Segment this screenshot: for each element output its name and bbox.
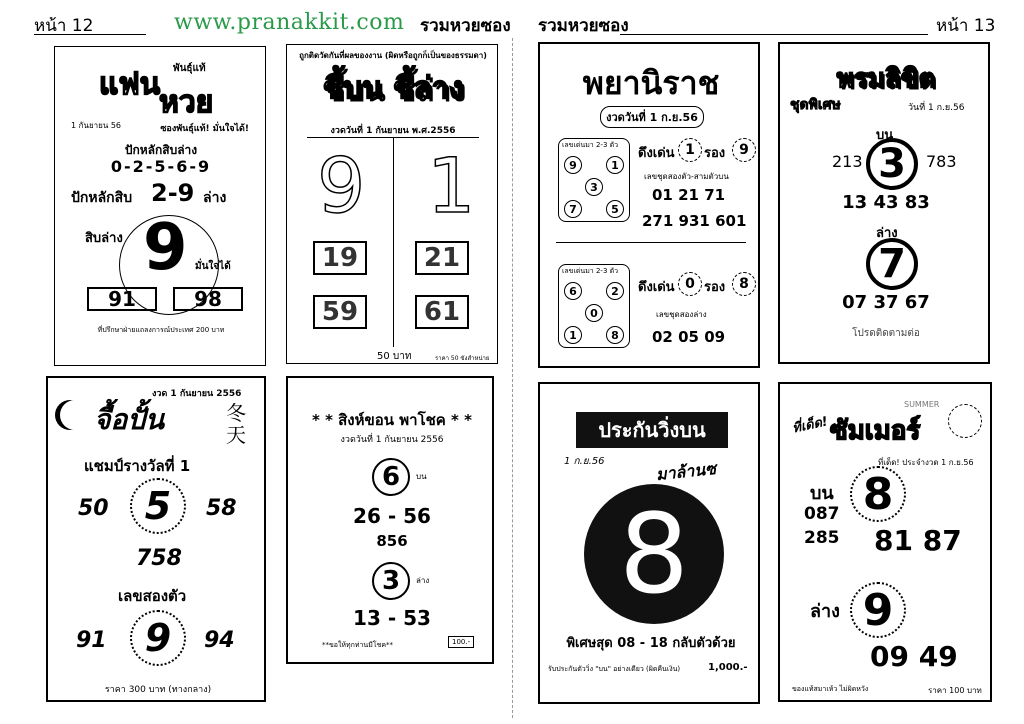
phrom-footer: โปรดติดตามต่อ: [852, 328, 920, 339]
fan-sub-label: ปักหลักสิบ: [71, 190, 133, 206]
prakan-price: 1,000.-: [708, 662, 748, 673]
phrom-date: วันที่ 1 ก.ย.56: [908, 103, 965, 113]
phaya-rong-label-1: รอง: [704, 146, 726, 161]
summer-big2: 9: [850, 582, 906, 638]
chee-date: งวดวันที่ 1 กันยายน พ.ศ.2556: [330, 126, 456, 136]
summer-left1: 087: [804, 504, 840, 524]
section-title-right: รวมหวยซอง: [538, 16, 629, 36]
fan-ten-unit-digits: 0-2-5-6-9: [110, 157, 212, 176]
phrom-big-top: 3: [866, 138, 918, 190]
phaya-rule: [556, 242, 746, 243]
phaya-date: งวดวันที่ 1 ก.ย.56: [600, 106, 704, 128]
card-fan-huay: [54, 46, 266, 366]
chee-box-top-left: 19: [313, 241, 367, 275]
jue-chinese: 冬天: [226, 401, 246, 447]
chee-box-bottom-left: 59: [313, 295, 367, 329]
phrom-big-bottom: 7: [866, 238, 918, 290]
phaya-rong1: 9: [732, 138, 756, 162]
summer-footer-left: ของแท้สมาเห้ว ไม่ผิดหวัง: [792, 685, 869, 693]
prakan-big-circle: [584, 484, 724, 624]
phaya-panel-1-label: เลขเด่นมา 2-3 ตัว: [562, 141, 619, 149]
sing-big2: 3: [372, 562, 410, 600]
summer-footer-right: ราคา 100 บาท: [928, 686, 982, 695]
phrom-bon-label: บน: [876, 128, 894, 143]
jue-date: งวด 1 กันยายน 2556: [152, 389, 242, 399]
card-phrom-likhit: [778, 42, 990, 364]
jue-left2: 91: [76, 628, 107, 653]
phrom-lang-label: ล่าง: [876, 226, 898, 241]
summer-big1: 8: [850, 466, 906, 522]
phrom-left-num: 213: [832, 152, 863, 171]
phaya-p2-c2: 2: [606, 282, 624, 300]
chee-big-right: 1: [427, 141, 476, 230]
fan-footer: ที่ปรึกษาฝ่ายแถลงการณ์ประเทศ 200 บาท: [97, 326, 225, 334]
fan-title-top: แฟน: [99, 67, 161, 102]
phrom-row2: 07 37 67: [842, 292, 930, 313]
phaya-panel-2-label: เลขเด่นมา 2-3 ตัว: [562, 267, 619, 275]
chee-divider: [393, 137, 394, 347]
phaya-p2-c4: 1: [564, 326, 582, 344]
summer-bon: บน: [810, 483, 834, 504]
phaya-lead-label-1: ดึงเด่น: [638, 146, 675, 161]
jue-center2: 9: [130, 610, 186, 666]
jue-champ: แชมป์รางวัลที่ 1: [84, 457, 191, 475]
sing-footer: **ขอให้ทุกท่านมีโชค**: [322, 641, 394, 649]
sing-row2: 13 - 53: [353, 606, 431, 630]
fan-tag2: ซองพันธุ์แท้! มั่นใจได้!: [160, 124, 249, 134]
sing-three: 856: [376, 532, 408, 550]
phaya-p1-c5: 5: [606, 200, 624, 218]
prakan-special: พิเศษสุด 08 - 18 กลับตัวด้วย: [566, 636, 736, 651]
header-rule-right: [620, 34, 928, 35]
fan-box1: 91: [87, 287, 157, 311]
phaya-p1-c1: 9: [564, 156, 582, 174]
fan-sub-digits: 2-9: [151, 179, 195, 207]
summer-date: ที่เด็ด! ประจำงวด 1 ก.ย.56: [878, 458, 974, 467]
phaya-lead1: 1: [678, 138, 702, 162]
phaya-p2-c5: 8: [606, 326, 624, 344]
jue-title: จื้อปั้น: [94, 403, 165, 436]
fan-tag1: พันธุ์แท้: [173, 63, 206, 74]
phaya-p1-c2: 1: [606, 156, 624, 174]
jue-right2: 94: [204, 628, 235, 653]
phaya-p1-c4: 7: [564, 200, 582, 218]
phaya-set-label: เลขชุดสองตัว-สามตัวบน: [644, 172, 729, 181]
phaya-title: พยานิราช: [582, 64, 720, 102]
jue-center: 5: [130, 478, 186, 534]
phaya-lead-label-2: ดึงเด่น: [638, 280, 675, 295]
phaya-set2-label: เลขชุดสองล่าง: [656, 310, 707, 319]
sun-icon: [948, 404, 982, 438]
jue-two-label: เลขสองตัว: [118, 587, 187, 605]
chee-title: ชี้บน ชี้ล่าง: [322, 71, 464, 106]
card-phayanirat: [538, 42, 760, 368]
chee-price: 50 บาท: [377, 351, 412, 362]
phaya-rong-label-2: รอง: [704, 280, 726, 295]
card-summer: [778, 382, 992, 702]
prakan-tag: มาล้านซ: [655, 458, 717, 485]
fan-big-label: สิบล่าง: [85, 231, 123, 246]
fan-ten-unit-label: ปักหลักสิบล่าง: [124, 143, 198, 157]
phaya-row2: 271 931 601: [642, 212, 747, 230]
summer-right: 81 87: [874, 524, 962, 557]
card-chee-bon-chee-lang: [286, 44, 498, 364]
jue-three: 758: [136, 546, 182, 571]
phrom-title: พรมลิขิต: [836, 64, 936, 94]
chee-top-line: ถูกติดวัดกันที่ผลของงาน (ผิดหรือถูกก็เป็นของธรรมดา): [299, 51, 487, 60]
sing-title: * * สิงห์ขอน พาโชค * *: [312, 411, 472, 429]
phaya-p2-c3: 0: [585, 304, 603, 322]
sing-lang: ล่าง: [416, 576, 430, 585]
crescent-star-icon: [60, 400, 90, 430]
card-sing-khon: [286, 376, 494, 664]
header-rule-left: [34, 34, 146, 35]
phaya-rong2: 8: [732, 272, 756, 296]
phrom-sub: ชุดพิเศษ: [790, 97, 841, 113]
phaya-p2-c1: 6: [564, 282, 582, 300]
chee-box-top-right: 21: [415, 241, 469, 275]
sing-row1: 26 - 56: [353, 504, 431, 528]
sing-price: 100.-: [448, 636, 474, 648]
jue-left: 50: [78, 496, 109, 521]
prakan-footer: รับประกันตัววิ่ง "บน" อย่างเดียว (ผิดคืนเงิน): [548, 665, 681, 673]
sing-date: งวดวันที่ 1 กันยายน 2556: [340, 435, 444, 445]
website-url[interactable]: www.pranakkit.com: [174, 10, 405, 35]
summer-title: ซัมเมอร์: [830, 416, 921, 446]
fan-big-digit: 9: [143, 211, 188, 285]
summer-left2: 285: [804, 528, 840, 548]
page-center-divider: [512, 38, 513, 718]
phrom-right-num: 783: [926, 152, 957, 171]
card-jue-pun: [46, 376, 266, 702]
sing-big1: 6: [372, 458, 410, 496]
prakan-date: 1 ก.ย.56: [564, 456, 605, 467]
phaya-p1-c3: 3: [585, 178, 603, 196]
fan-sub-suffix: ล่าง: [203, 190, 227, 206]
phrom-row1: 13 43 83: [842, 192, 930, 213]
sing-bon: บน: [416, 472, 427, 481]
chee-footer: ราคา 50 ขังสำหน่าย: [435, 355, 490, 362]
fan-title-bottom: หวย: [159, 85, 214, 120]
phaya-row3: 02 05 09: [652, 328, 726, 346]
chee-big-left: 9: [317, 141, 366, 230]
jue-footer: ราคา 300 บาท (ทางกลาง): [104, 685, 212, 695]
page-number-left: หน้า 12: [34, 16, 94, 36]
jue-right: 58: [206, 496, 237, 521]
summer-exclaim: ที่เด็ด!: [791, 414, 830, 437]
fan-sure: มั่นใจได้: [195, 261, 231, 272]
summer-lang: ล่าง: [810, 601, 840, 622]
prakan-title: ประกันวิ่งบน: [576, 412, 728, 448]
fan-date: 1 กันยายน 56: [71, 121, 122, 130]
summer-bottom: 09 49: [870, 640, 958, 673]
fan-box2: 98: [173, 287, 243, 311]
phaya-row1: 01 21 71: [652, 186, 726, 204]
chee-box-bottom-right: 61: [415, 295, 469, 329]
card-prakan-wing-bon: [538, 382, 760, 704]
prakan-big: 8: [619, 490, 689, 618]
page-number-right: หน้า 13: [936, 16, 996, 36]
phaya-lead2: 0: [678, 272, 702, 296]
summer-brand: SUMMER: [904, 400, 940, 409]
section-title-left: รวมหวยซอง: [420, 16, 511, 36]
